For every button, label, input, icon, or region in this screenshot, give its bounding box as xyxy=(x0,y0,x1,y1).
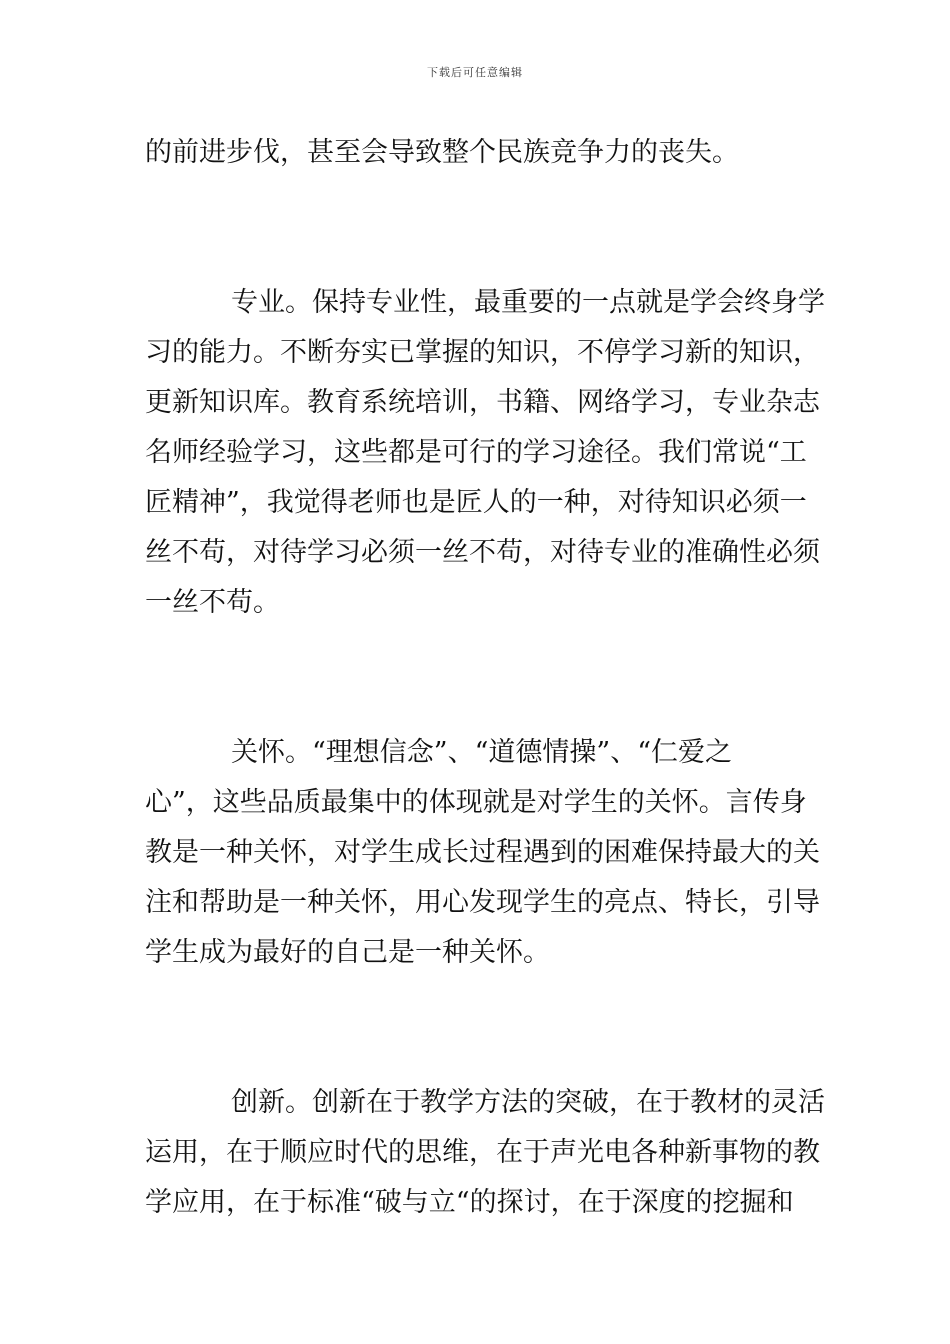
text-line: 注和帮助是一种关怀，用心发现学生的亮点、特长，引导 xyxy=(145,887,820,918)
text-line: 一丝不苟。 xyxy=(145,587,280,618)
paragraph-gap xyxy=(145,178,809,278)
text-line: 关怀。“理想信念”、“道德情操”、“仁爱之 xyxy=(231,737,733,768)
text-line: 更新知识库。教育系统培训，书籍、网络学习，专业杂志 xyxy=(145,387,820,418)
text-line: 丝不苟，对待学习必须一丝不苟，对待专业的准确性必须 xyxy=(145,537,820,568)
paragraph-gap xyxy=(145,978,809,1078)
text-line: 名师经验学习，这些都是可行的学习途径。我们常说“工 xyxy=(145,437,807,468)
paragraph-innovation xyxy=(145,1078,825,1228)
text-line: 的前进步伐，甚至会导致整个民族竞争力的丧失。 xyxy=(145,137,739,168)
page-header: 下载后可任意编辑 xyxy=(427,66,523,79)
paragraph-care xyxy=(145,728,820,978)
text-line: 运用，在于顺应时代的思维，在于声光电各种新事物的教 xyxy=(145,1137,820,1168)
document-body xyxy=(145,128,825,1228)
text-line: 心”，这些品质最集中的体现就是对学生的关怀。言传身 xyxy=(145,787,807,818)
paragraph-gap xyxy=(145,628,809,728)
text-line: 习的能力。不断夯实已掌握的知识，不停学习新的知识， xyxy=(145,337,820,368)
text-line: 学应用，在于标准“破与立“的探讨，在于深度的挖掘和 xyxy=(145,1187,794,1218)
text-line: 创新。创新在于教学方法的突破，在于教材的灵活 xyxy=(231,1087,825,1118)
paragraph-professional xyxy=(145,278,825,628)
text-line: 教是一种关怀，对学生成长过程遇到的困难保持最大的关 xyxy=(145,837,820,868)
text-line: 专业。保持专业性，最重要的一点就是学会终身学 xyxy=(231,287,825,318)
text-line: 学生成为最好的自己是一种关怀。 xyxy=(145,937,550,968)
text-line: 匠精神”，我觉得老师也是匠人的一种，对待知识必须一 xyxy=(145,487,807,518)
paragraph-intro-tail xyxy=(145,128,809,178)
